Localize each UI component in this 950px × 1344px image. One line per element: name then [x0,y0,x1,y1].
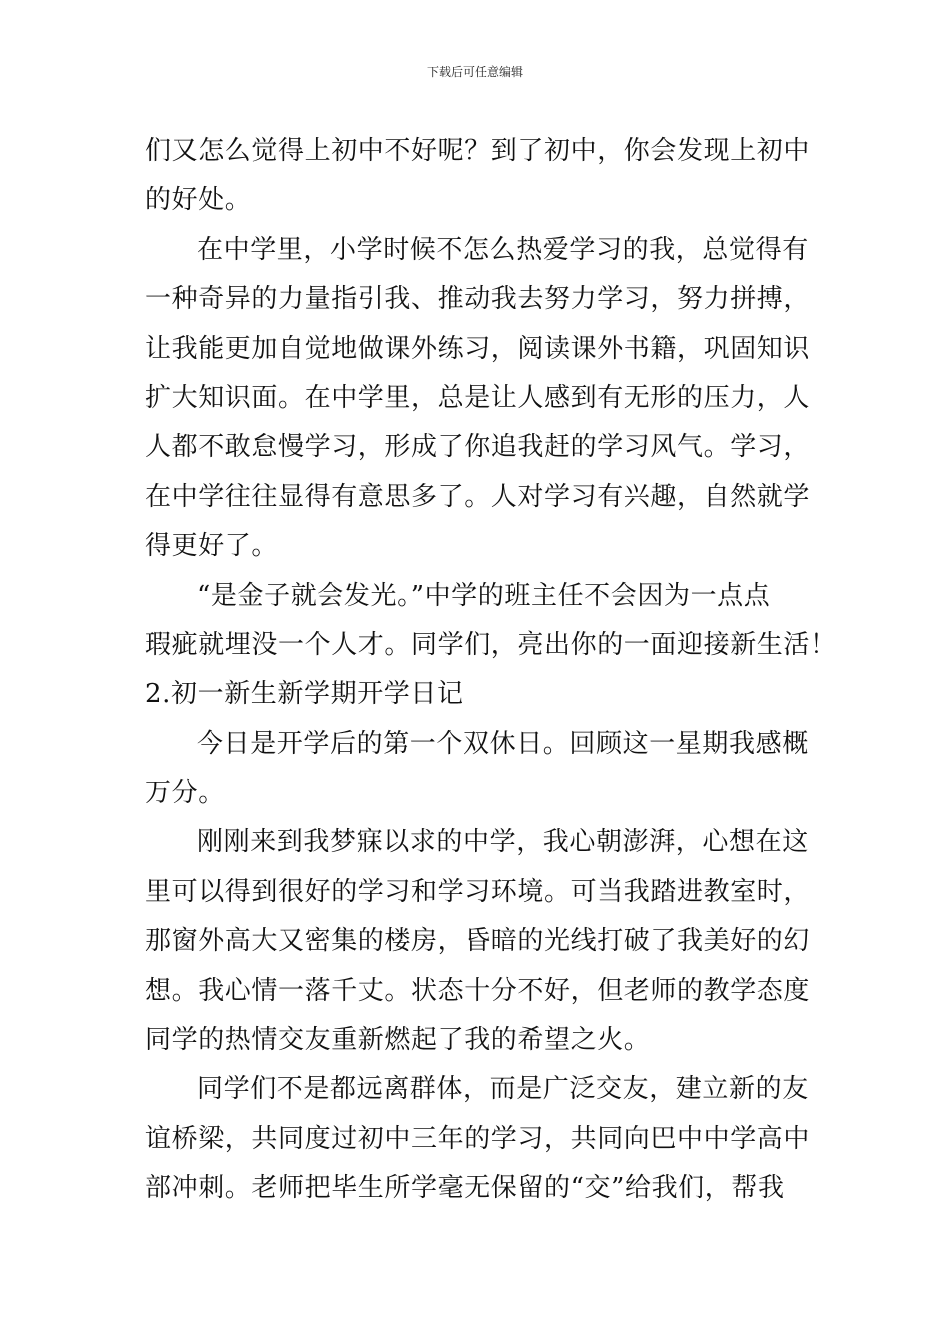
text-line: 在中学往往显得有意思多了。人对学习有兴趣，自然就学 [145,481,811,512]
text-line: 的好处。 [145,185,252,216]
paragraph-start-line: 同学们不是都远离群体，而是广泛交友，建立新的友 [197,1074,809,1105]
text-line: 瑕疵就埋没一个人才。同学们，亮出你的一面迎接新生活！ [145,629,837,660]
text-line: 一种奇异的力量指引我、推动我去努力学习，努力拼搏， [145,284,811,315]
page-header-note: 下载后可任意编辑 [426,65,523,79]
paragraph-start-line: “是金子就会发光。”中学的班主任不会因为一点点 [197,580,771,611]
text-line: 那窗外高大又密集的楼房，昏暗的光线打破了我美好的幻 [145,926,811,957]
text-line: 里可以得到很好的学习和学习环境。可当我踏进教室时， [145,876,811,907]
text-line: 谊桥梁，共同度过初中三年的学习，共同向巴中中学高中 [145,1123,811,1154]
text-line: 得更好了。 [145,531,279,562]
text-line: 让我能更加自觉地做课外练习，阅读课外书籍，巩固知识 [145,333,811,364]
text-line: 同学的热情交友重新燃起了我的希望之火。 [145,1025,651,1056]
document-body [145,127,837,1214]
text-line: 们又怎么觉得上初中不好呢？到了初中，你会发现上初中 [145,136,811,166]
text-line: 部冲刺。老师把毕生所学毫无保留的“交”给我们，帮我 [145,1173,785,1204]
paragraph-start-line: 今日是开学后的第一个双休日。回顾这一星期我感概 [197,728,809,759]
text-line: 扩大知识面。在中学里，总是让人感到有无形的压力，人 [145,382,811,413]
text-line: 人都不敢怠慢学习，形成了你追我赶的学习风气。学习， [145,432,811,463]
section-heading: 2.初一新生新学期开学日记 [145,679,464,710]
paragraph-start-line: 在中学里，小学时候不怎么热爱学习的我，总觉得有 [197,234,809,265]
paragraph-start-line: 刚刚来到我梦寐以求的中学，我心朝澎湃，心想在这 [197,827,809,858]
text-line: 想。我心情一落千丈。状态十分不好，但老师的教学态度 [145,975,811,1006]
text-line: 万分。 [145,778,225,809]
